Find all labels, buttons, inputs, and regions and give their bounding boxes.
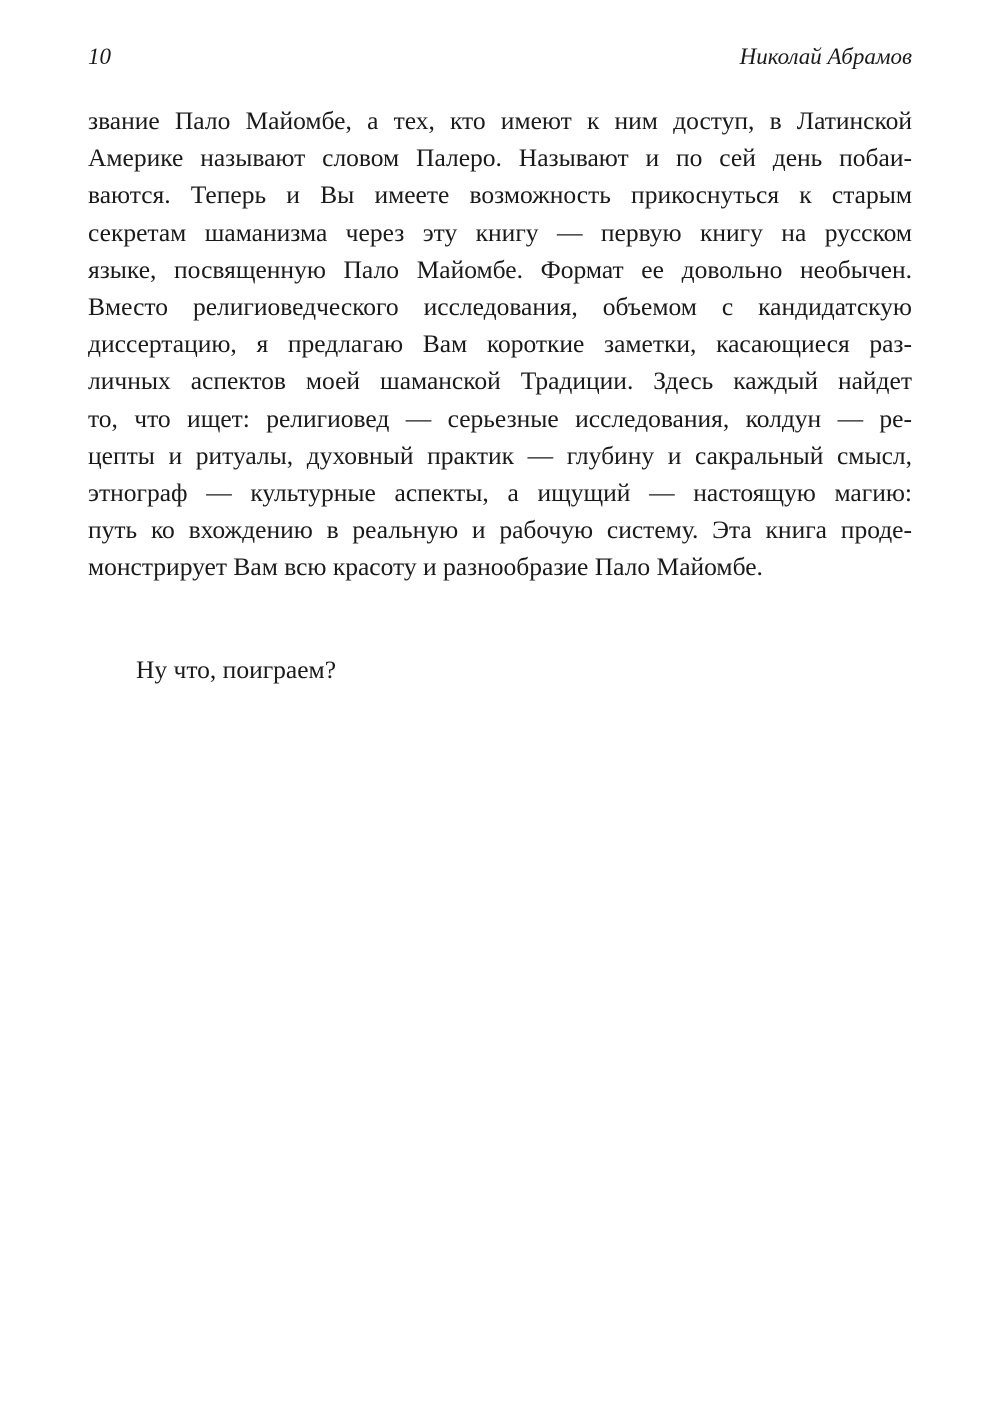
running-header xyxy=(88,44,912,78)
text-line: цепты и ритуалы, духовный практик — глубину и сакральный смысл, xyxy=(88,440,912,470)
body-paragraph xyxy=(88,102,912,585)
closing-line: Ну что, поиграем? xyxy=(136,655,337,684)
page-number: 10 xyxy=(88,44,111,69)
text-line: этнограф — культурные аспекты, а ищущий — настоящую магию: xyxy=(88,477,912,507)
text-line: секретам шаманизма через эту книгу — первую книгу на русском xyxy=(88,217,912,247)
running-author: Николай Абрамов xyxy=(739,44,912,69)
text-line: Америке называют словом Палеро. Называют и по сей день побаи- xyxy=(88,143,912,173)
text-line: то, что ищет: религиовед — серьезные исследования, колдун — ре- xyxy=(88,403,912,433)
text-line: ваются. Теперь и Вы имеете возможность прикоснуться к старым xyxy=(88,180,912,210)
text-line: Вместо религиоведческого исследования, объемом с кандидатскую xyxy=(88,291,912,321)
text-line: звание Пало Майомбе, а тех, кто имеют к ним доступ, в Латинской xyxy=(88,106,912,135)
text-line: путь ко вхождению в реальную и рабочую систему. Эта книга проде- xyxy=(88,515,912,545)
text-line: монстрирует Вам всю красоту и разнообразие Пало Майомбе. xyxy=(88,552,763,582)
text-line: языке, посвященную Пало Майомбе. Формат ее довольно необычен. xyxy=(88,254,912,284)
text-line: личных аспектов моей шаманской Традиции. Здесь каждый найдет xyxy=(88,366,912,396)
text-line: диссертацию, я предлагаю Вам короткие заметки, касающиеся раз- xyxy=(88,329,912,359)
